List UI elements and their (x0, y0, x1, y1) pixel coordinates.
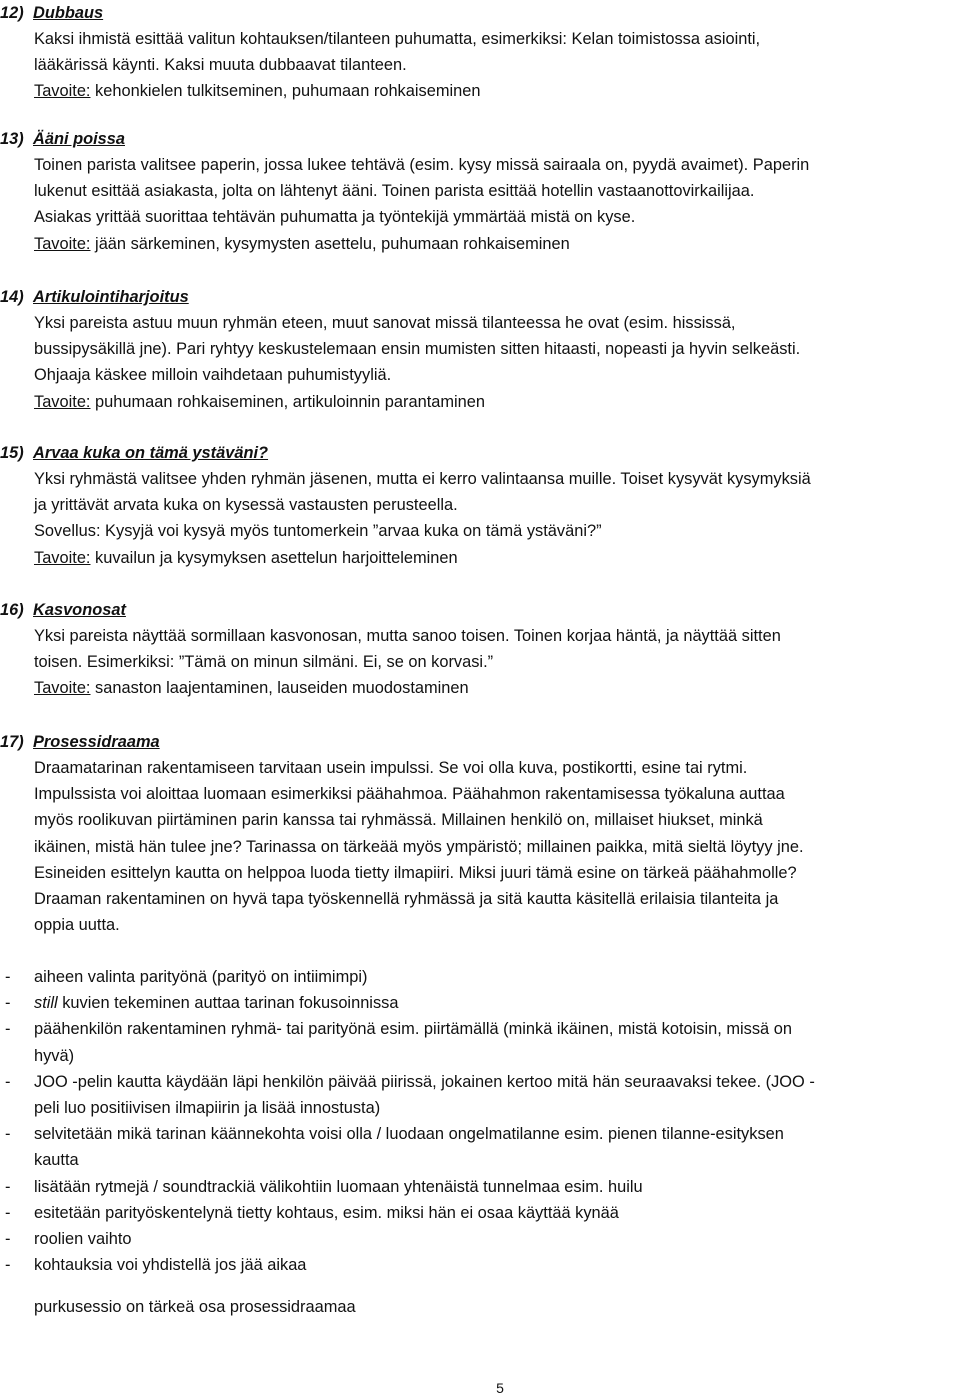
list-item-text: kuvien tekeminen auttaa tarinan fokusoinnissa (57, 994, 399, 1013)
list-item (0, 1174, 960, 1200)
body-line: lukenut esittää asiakasta, jolta on lähtenyt ääni. Toinen parista esittää hotellin vastaanottovirkailijaa. (34, 182, 755, 201)
body-line: ikäinen, mistä hän tulee jne? Tarinassa on tärkeää myös ympäristö; millainen paikka, mitä sieltä löytyy jne. (34, 837, 804, 856)
section-number: 13) (0, 130, 24, 148)
body-line: Draamatarinan rakentamiseen tarvitaan usein impulssi. Se voi olla kuva, postikortti, esine tai rytmi. (34, 759, 748, 777)
goal-text: puhumaan rohkaiseminen, artikuloinnin parantaminen (90, 392, 486, 411)
goal-line (34, 675, 956, 701)
list-item-line (34, 990, 956, 1016)
dash-marker: - (5, 1072, 11, 1091)
body-line: toisen. Esimerkiksi: ”Tämä on minun silmäni. Ei, se on korvasi.” (34, 653, 494, 672)
page-number: 5 (496, 1380, 504, 1396)
section-heading (0, 126, 960, 152)
section-15 (0, 440, 960, 571)
goal-label: Tavoite: (34, 392, 91, 411)
goal-label: Tavoite: (34, 679, 91, 698)
goal-label: Tavoite: (34, 82, 91, 101)
section-number: 14) (0, 288, 24, 306)
body-line: Kaksi ihmistä esittää valitun kohtauksen/tilanteen puhumatta, esimerkiksi: Kelan toimistossa asiointi, (34, 30, 761, 48)
dash-marker: - (5, 1230, 11, 1249)
goal-text: jään särkeminen, kysymysten asettelu, puhumaan rohkaiseminen (90, 234, 570, 253)
dash-marker: - (5, 1203, 11, 1222)
section-heading (0, 729, 960, 755)
section-heading (0, 0, 960, 26)
section-number: 17) (0, 733, 24, 751)
section-heading (0, 440, 960, 466)
body-line: Sovellus: Kysyjä voi kysyä myös tuntomerkein ”arvaa kuka on tämä ystäväni?” (34, 522, 602, 541)
body-line: Asiakas yrittää suorittaa tehtävän puhumatta ja työntekijä ymmärtää mistä on kyse. (34, 208, 636, 227)
body-line: bussipysäkillä jne). Pari ryhtyy keskustelemaan ensin mumisten sitten hitaasti, nopeasti ja hyvin selkeästi. (34, 340, 801, 359)
body-line: Yksi pareista astuu muun ryhmän eteen, muut sanovat missä tilanteessa he ovat (esim. hississä, (34, 314, 736, 332)
list-item (0, 990, 960, 1016)
body-line: Toinen parista valitsee paperin, jossa lukee tehtävä (esim. kysy missä sairaala on, pyydä avaimet). Paperin (34, 156, 810, 174)
section-12 (0, 0, 960, 105)
list-item (0, 1069, 960, 1121)
goal-text: kehonkielen tulkitseminen, puhumaan rohkaiseminen (90, 82, 481, 101)
section-title: Artikulointiharjoitus (33, 288, 189, 306)
section-17 (0, 729, 960, 938)
dash-marker: - (5, 994, 11, 1013)
goal-line (34, 389, 956, 415)
body-line: ja yrittävät arvata kuka on kysessä vastausten perusteella. (34, 496, 458, 515)
goal-label: Tavoite: (34, 234, 91, 253)
section-title: Dubbaus (33, 4, 104, 22)
italic-word: still (34, 994, 58, 1013)
goal-line (34, 231, 956, 257)
goal-line (34, 78, 956, 104)
dash-marker: - (5, 1020, 11, 1039)
body-line: Draaman rakentaminen on hyvä tapa työskennellä ryhmässä ja sitä kautta käsitellä erilaisia tilanteita ja (34, 890, 779, 909)
goal-label: Tavoite: (34, 548, 91, 567)
section-body (0, 755, 960, 938)
body-line: Yksi pareista näyttää sormillaan kasvonosan, mutta sanoo toisen. Toinen korjaa häntä, ja näyttää sitten (34, 627, 781, 645)
list-item-line: hyvä) (34, 1046, 75, 1065)
list-item-line: esitetään parityöskentelynä tietty kohtaus, esim. miksi hän ei osaa käyttää kynää (34, 1203, 619, 1222)
list-item (0, 964, 960, 990)
list-item (0, 1016, 960, 1068)
goal-line (34, 545, 956, 571)
section-title: Prosessidraama (33, 733, 160, 751)
body-line: myös roolikuvan piirtäminen parin kanssa tai ryhmässä. Millainen henkilö on, millaiset hiukset, minkä (34, 811, 763, 830)
dash-marker: - (5, 1125, 11, 1144)
list-item-line: selvitetään mikä tarinan käännekohta voisi olla / luodaan ongelmatilanne esim. pienen tilanne-esityksen (34, 1125, 784, 1144)
list-item (0, 1200, 960, 1226)
closing-line: purkusessio on tärkeä osa prosessidraamaa (34, 1298, 356, 1316)
dash-marker: - (5, 1177, 11, 1196)
list-item-line: kohtauksia voi yhdistellä jos jää aikaa (34, 1256, 307, 1275)
section-heading (0, 597, 960, 623)
list-item (0, 1252, 960, 1278)
body-line: oppia uutta. (34, 916, 120, 935)
section-16 (0, 597, 960, 702)
body-line: Esineiden esittelyn kautta on helppoa luoda tietty ilmapiiri. Miksi juuri tämä esine on tärkeä päähahmolle? (34, 863, 797, 882)
list-item-line: JOO -pelin kautta käydään läpi henkilön päivää piirissä, jokainen kertoo mitä hän seuraavaksi tekee. (JOO - (34, 1072, 815, 1091)
section-14 (0, 284, 960, 415)
section-number: 12) (0, 4, 24, 22)
list-item-line: peli luo positiivisen ilmapiirin ja lisää innostusta) (34, 1099, 381, 1118)
body-line: Impulssista voi aloittaa luomaan esimerkiksi päähahmoa. Päähahmon rakentamisessa työkaluna auttaa (34, 785, 785, 804)
body-line: lääkärissä käynti. Kaksi muuta dubbaavat tilanteen. (34, 56, 407, 75)
section-body (0, 310, 960, 415)
list-item-line: kautta (34, 1151, 79, 1170)
section-13 (0, 126, 960, 257)
body-line: Yksi ryhmästä valitsee yhden ryhmän jäsenen, mutta ei kerro valintaansa muille. Toiset kysyvät kysymyksiä (34, 470, 811, 488)
section-body (0, 466, 960, 571)
list-item-line: roolien vaihto (34, 1230, 132, 1249)
section-body (0, 623, 960, 702)
section-number: 16) (0, 601, 24, 619)
list-item-line: aiheen valinta parityönä (parityö on intiimimpi) (34, 968, 368, 986)
dash-marker: - (5, 968, 11, 986)
list-item-line: päähenkilön rakentaminen ryhmä- tai parityönä esim. piirtämällä (minkä ikäinen, mistä kotoisin, missä on (34, 1020, 792, 1039)
section-body (0, 26, 960, 105)
section-heading (0, 284, 960, 310)
section-body (0, 152, 960, 257)
list-item (0, 1226, 960, 1252)
dash-marker: - (5, 1256, 11, 1275)
section-number: 15) (0, 444, 24, 462)
body-line: Ohjaaja käskee milloin vaihdetaan puhumistyyliä. (34, 366, 392, 385)
goal-text: sanaston laajentaminen, lauseiden muodostaminen (90, 679, 469, 698)
section-title: Arvaa kuka on tämä ystäväni? (33, 444, 269, 462)
section-title: Ääni poissa (33, 130, 125, 148)
section-title: Kasvonosat (33, 601, 126, 619)
list-item-line: lisätään rytmejä / soundtrackiä välikohtiin luomaan yhtenäistä tunnelmaa esim. huilu (34, 1177, 643, 1196)
list-item (0, 1121, 960, 1173)
goal-text: kuvailun ja kysymyksen asettelun harjoitteleminen (90, 548, 458, 567)
process-drama-list (0, 964, 960, 1278)
